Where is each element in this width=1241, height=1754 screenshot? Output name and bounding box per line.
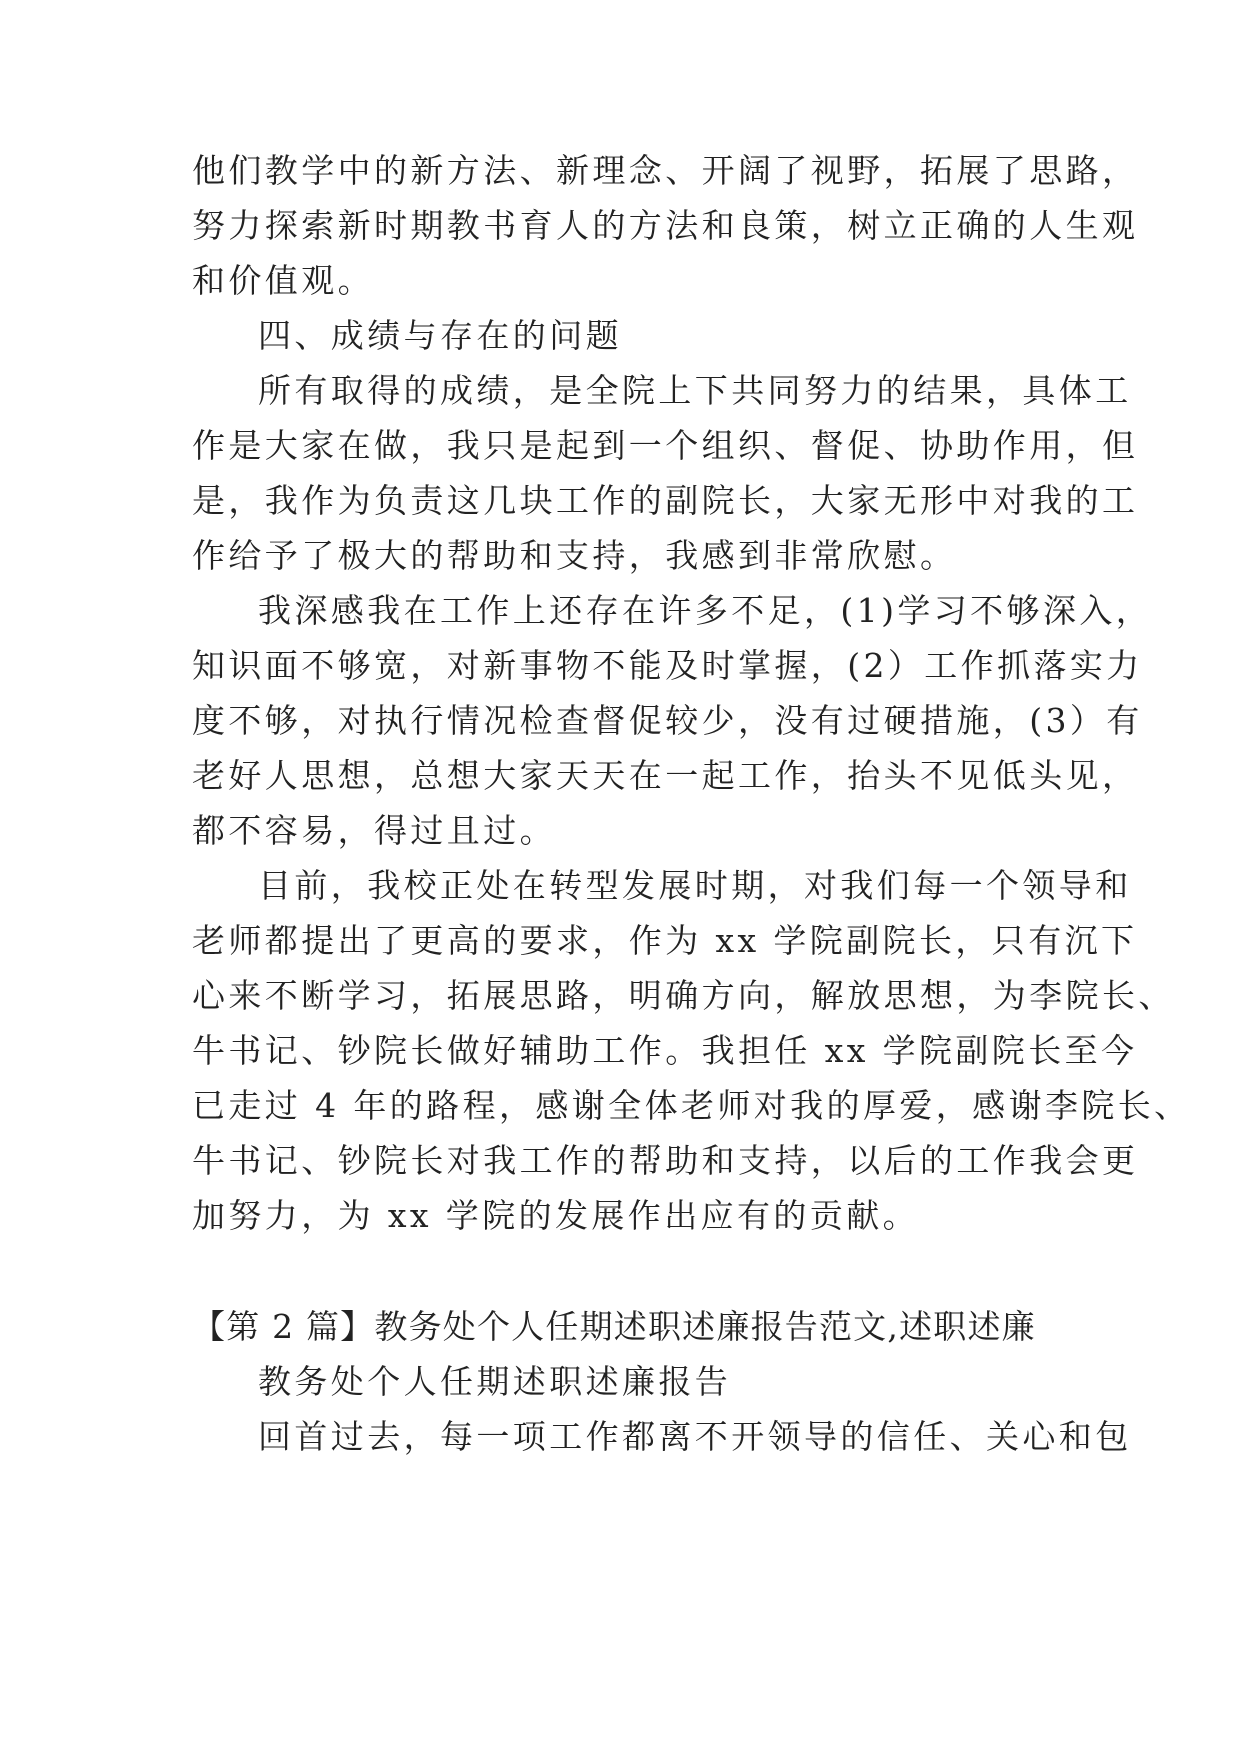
text-line: 牛书记、钞院长做好辅助工作。我担任 xx 学院副院长至今 bbox=[192, 1031, 1138, 1070]
text-line: 度不够，对执行情况检查督促较少，没有过硬措施，(3）有 bbox=[192, 701, 1143, 740]
text-line: 老师都提出了更高的要求，作为 xx 学院副院长，只有沉下 bbox=[192, 921, 1138, 960]
text-line: 都不容易，得过且过。 bbox=[192, 811, 556, 850]
text-line: 知识面不够宽，对新事物不能及时掌握，(2）工作抓落实力 bbox=[192, 646, 1143, 685]
text-line: 回首过去，每一项工作都离不开领导的信任、关心和包 bbox=[258, 1417, 1132, 1456]
text-line: 老好人思想，总想大家天天在一起工作，抬头不见低头见， bbox=[192, 756, 1139, 795]
text-line: 心来不断学习，拓展思路，明确方向，解放思想，为李院长、 bbox=[192, 976, 1175, 1015]
text-line: 努力探索新时期教书育人的方法和良策，树立正确的人生观 bbox=[192, 206, 1139, 245]
text-line: 作给予了极大的帮助和支持，我感到非常欣慰。 bbox=[192, 536, 957, 575]
section-heading: 四、成绩与存在的问题 bbox=[258, 316, 622, 355]
text-line: 加努力，为 xx 学院的发展作出应有的贡献。 bbox=[192, 1196, 920, 1235]
text-line: 他们教学中的新方法、新理念、开阔了视野，拓展了思路， bbox=[192, 151, 1139, 190]
text-line: 所有取得的成绩，是全院上下共同努力的结果，具体工 bbox=[258, 371, 1132, 410]
text-line: 作是大家在做，我只是起到一个组织、督促、协助作用，但 bbox=[192, 426, 1139, 465]
article-subtitle: 教务处个人任期述职述廉报告 bbox=[258, 1362, 732, 1401]
text-line: 我深感我在工作上还存在许多不足，(1)学习不够深入， bbox=[258, 591, 1153, 630]
article-title: 【第 2 篇】教务处个人任期述职述廉报告范文,述职述廉 bbox=[192, 1307, 1036, 1346]
text-line: 牛书记、钞院长对我工作的帮助和支持，以后的工作我会更 bbox=[192, 1141, 1139, 1180]
text-line: 目前，我校正处在转型发展时期，对我们每一个领导和 bbox=[258, 866, 1132, 905]
text-line: 已走过 4 年的路程，感谢全体老师对我的厚爱，感谢李院长、 bbox=[192, 1086, 1191, 1125]
text-line: 和价值观。 bbox=[192, 261, 374, 300]
text-line: 是，我作为负责这几块工作的副院长，大家无形中对我的工 bbox=[192, 481, 1139, 520]
